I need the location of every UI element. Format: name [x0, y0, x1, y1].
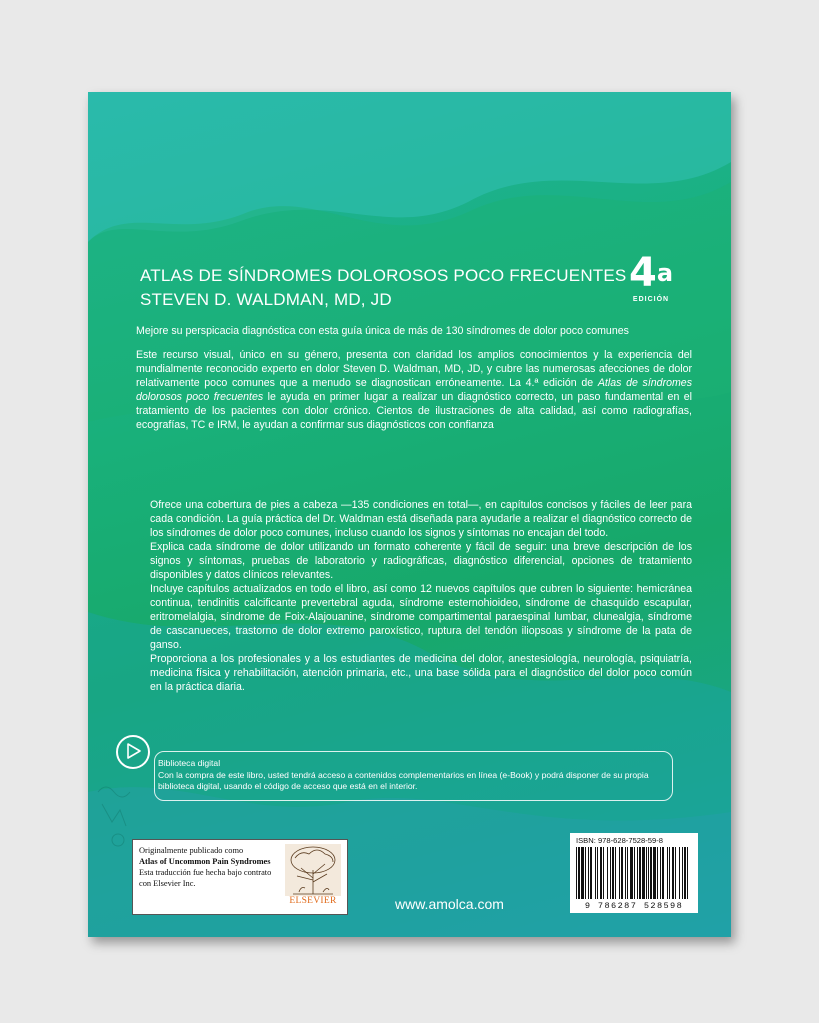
- digital-library-description: Con la compra de este libro, usted tendrá acceso a contenidos complementarios en línea (e-Book) y podrá disponer de su propia biblioteca digital, usando el código de acceso que está en el interior.: [158, 769, 649, 791]
- digital-library-text: [158, 758, 674, 793]
- original-edition-text: [139, 845, 279, 889]
- edition-number: 4$^a$: [628, 250, 674, 296]
- intro-lead: Mejore su perspicacia diagnóstica con esta guía única de más de 130 síndromes de dolor poco comunes: [136, 325, 629, 337]
- feature-list: [150, 498, 692, 694]
- intro-section: [136, 324, 692, 442]
- barcode-digits: 9 786287 528598: [584, 901, 684, 911]
- website-url: www.amolca.com: [395, 896, 504, 912]
- book-title-italic: Atlas de síndromes dolorosos poco frecuentes: [136, 377, 692, 403]
- isbn-label: ISBN: 978-628-7528-59-8: [576, 836, 663, 845]
- book-title: ATLAS DE SÍNDROMES DOLOROSOS POCO FRECUENTES: [140, 266, 627, 285]
- digital-library-title: Biblioteca digital: [158, 758, 221, 768]
- intro-body: Este recurso visual, único en su género, presenta con claridad los amplios conocimientos y la experiencia del mundialmente reconocido experto en dolor Steven D. Waldman, MD, JD, y cubre las numerosas afecciones de dolor relativamente poco comunes que a menudo se diagnostican erróneamente. La 4.ª edición de Atlas de síndromes dolorosos poco frecuentes le ayuda en primer lugar a realizar un diagnóstico correcto, un paso fundamental en el tratamiento de los pacientes con dolor crónico. Cientos de ilustraciones de alta calidad, así como radiografías, ecografías, TC e IRM, le ayudan a confirmar sus diagnósticos con confianza: [136, 349, 692, 431]
- edition-badge: [624, 252, 678, 303]
- feature-item: Proporciona a los profesionales y a los estudiantes de medicina del dolor, anestesiología, neurología, psiquiatría, medicina física y rehabilitación, atención primaria, etc., una base sólida para el diagnóstico del dolor poco común en la práctica diaria.: [150, 653, 692, 693]
- feature-item: Explica cada síndrome de dolor utilizando un formato coherente y fácil de seguir: una breve descripción de los signos y síntomas, pruebas de laboratorio y radiográficas, diagnóstico diferencial, opciones de tratamiento disponibles y datos clínicos relevantes.: [150, 541, 692, 581]
- original-title: Atlas of Uncommon Pain Syndromes: [139, 857, 271, 866]
- original-line-2: Esta traducción fue hecha bajo contrato con Elsevier Inc.: [139, 868, 272, 888]
- play-icon: [116, 735, 150, 769]
- feature-item: Ofrece una cobertura de pies a cabeza —135 condiciones en total—, en capítulos concisos y fáciles de leer para cada condición. La guía práctica del Dr. Waldman está diseñada para ayudarle a realizar el diagnóstico correcto de los síndromes de dolor poco comunes, incluso cuando los signos y síntomas no encajan del todo.: [150, 499, 692, 539]
- edition-superscript: a: [656, 259, 674, 287]
- isbn-barcode: [570, 833, 698, 913]
- book-back-cover: [88, 92, 731, 937]
- barcode-bars: [574, 847, 694, 901]
- title-block: [140, 264, 626, 312]
- original-line-1: Originalmente publicado como: [139, 846, 244, 855]
- book-author: STEVEN D. WALDMAN, MD, JD: [140, 290, 392, 309]
- feature-item: Incluye capítulos actualizados en todo el libro, así como 12 nuevos capítulos que cubren lo siguiente: hemicránea continua, tendinitis calcificante prevertebral aguda, síndrome esternohioideo, síndrome de chasquido escapular, eritromelalgia, síndrome de Foix-Alajouanine, síndrome compartimental paraespinal lumbar, clunealgia, síndrome de cascanueces, trastorno de dolor extremo paroxístico, ruptura del tendón iliopsoas y síndrome de la pata de ganso.: [150, 583, 692, 651]
- elsevier-wordmark: ELSEVIER: [289, 896, 337, 906]
- edition-label: EDICIÓN: [632, 296, 670, 303]
- original-edition-box: [132, 839, 348, 915]
